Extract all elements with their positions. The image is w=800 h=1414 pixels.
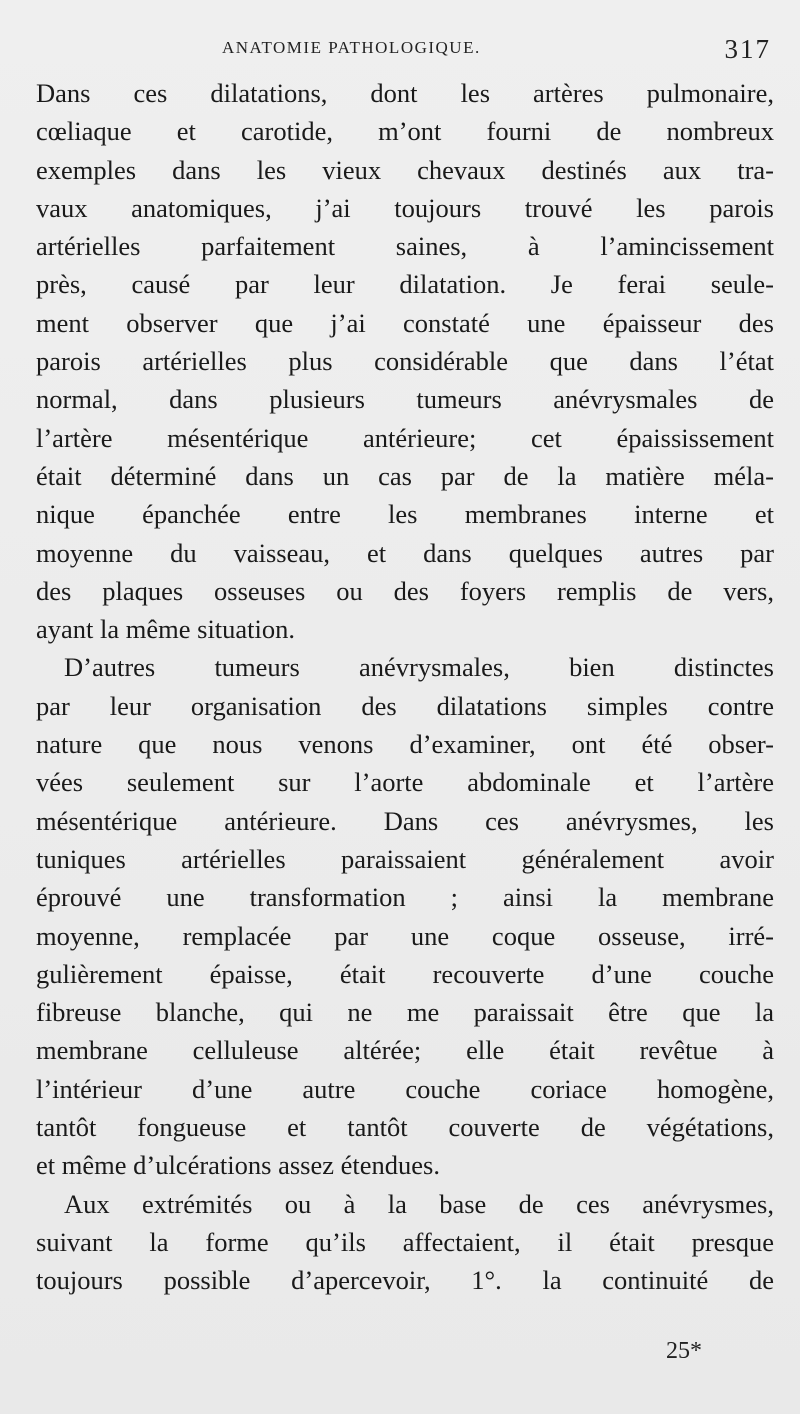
text-line: vaux anatomiques, j’ai toujours trouvé les parois <box>36 192 774 223</box>
text-line: suivant la forme qu’ils affectaient, il était presque <box>36 1226 774 1257</box>
text-line: moyenne, remplacée par une coque osseuse, irré- <box>36 920 774 951</box>
text-line: et même d’ulcérations assez étendues. <box>36 1150 440 1181</box>
text-line: fibreuse blanche, qui ne me paraissait être que la <box>36 997 774 1028</box>
running-title: ANATOMIE PATHOLOGIQUE. <box>222 38 481 57</box>
text-line: toujours possible d’apercevoir, 1°. la continuité de <box>36 1265 774 1296</box>
text-line: mésentérique antérieure. Dans ces anévrysmes, les <box>36 805 774 836</box>
text-line: ayant la même situation. <box>36 614 296 645</box>
text-line: des plaques osseuses ou des foyers remplis de vers, <box>36 575 774 606</box>
text-line: Dans ces dilatations, dont les artères pulmonaire, <box>36 78 774 108</box>
text-line: ment observer que j’ai constaté une épaisseur des <box>36 307 774 338</box>
text-line: éprouvé une transformation ; ainsi la membrane <box>36 882 774 913</box>
text-line: l’artère mésentérique antérieure; cet épaississement <box>36 422 774 453</box>
text-line: parois artérielles plus considérable que dans l’état <box>36 346 774 377</box>
text-line: gulièrement épaisse, était recouverte d’une couche <box>36 958 774 989</box>
running-head <box>36 34 771 74</box>
text-line: normal, dans plusieurs tumeurs anévrysmales de <box>36 384 774 415</box>
text-line: exemples dans les vieux chevaux destinés aux tra- <box>36 154 774 185</box>
page-number: 317 <box>724 34 771 64</box>
text-line: nature que nous venons d’examiner, ont été obser- <box>36 729 774 760</box>
text-line: artérielles parfaitement saines, à l’amincissement <box>36 231 774 262</box>
text-line: cœliaque et carotide, m’ont fourni de nombreux <box>36 116 774 147</box>
text-line: tantôt fongueuse et tantôt couverte de végétations, <box>36 1112 774 1143</box>
text-line: moyenne du vaisseau, et dans quelques autres par <box>36 537 774 568</box>
text-line: tuniques artérielles paraissaient généralement avoir <box>36 843 774 874</box>
text-line: Aux extrémités ou à la base de ces anévrysmes, <box>64 1188 774 1219</box>
text-line: près, causé par leur dilatation. Je ferai seule- <box>36 269 774 300</box>
text-line: vées seulement sur l’aorte abdominale et l’artère <box>36 767 774 798</box>
text-line: nique épanchée entre les membranes interne et <box>36 499 774 530</box>
text-line: membrane celluleuse altérée; elle était revêtue à <box>36 1035 774 1066</box>
text-line: D’autres tumeurs anévrysmales, bien distinctes <box>64 652 774 683</box>
text-line: était déterminé dans un cas par de la matière méla- <box>36 460 774 491</box>
signature-mark: 25* <box>666 1338 702 1364</box>
body-text <box>36 74 774 1300</box>
text-line: l’intérieur d’une autre couche coriace homogène, <box>36 1073 774 1104</box>
text-line: par leur organisation des dilatations simples contre <box>36 690 774 721</box>
